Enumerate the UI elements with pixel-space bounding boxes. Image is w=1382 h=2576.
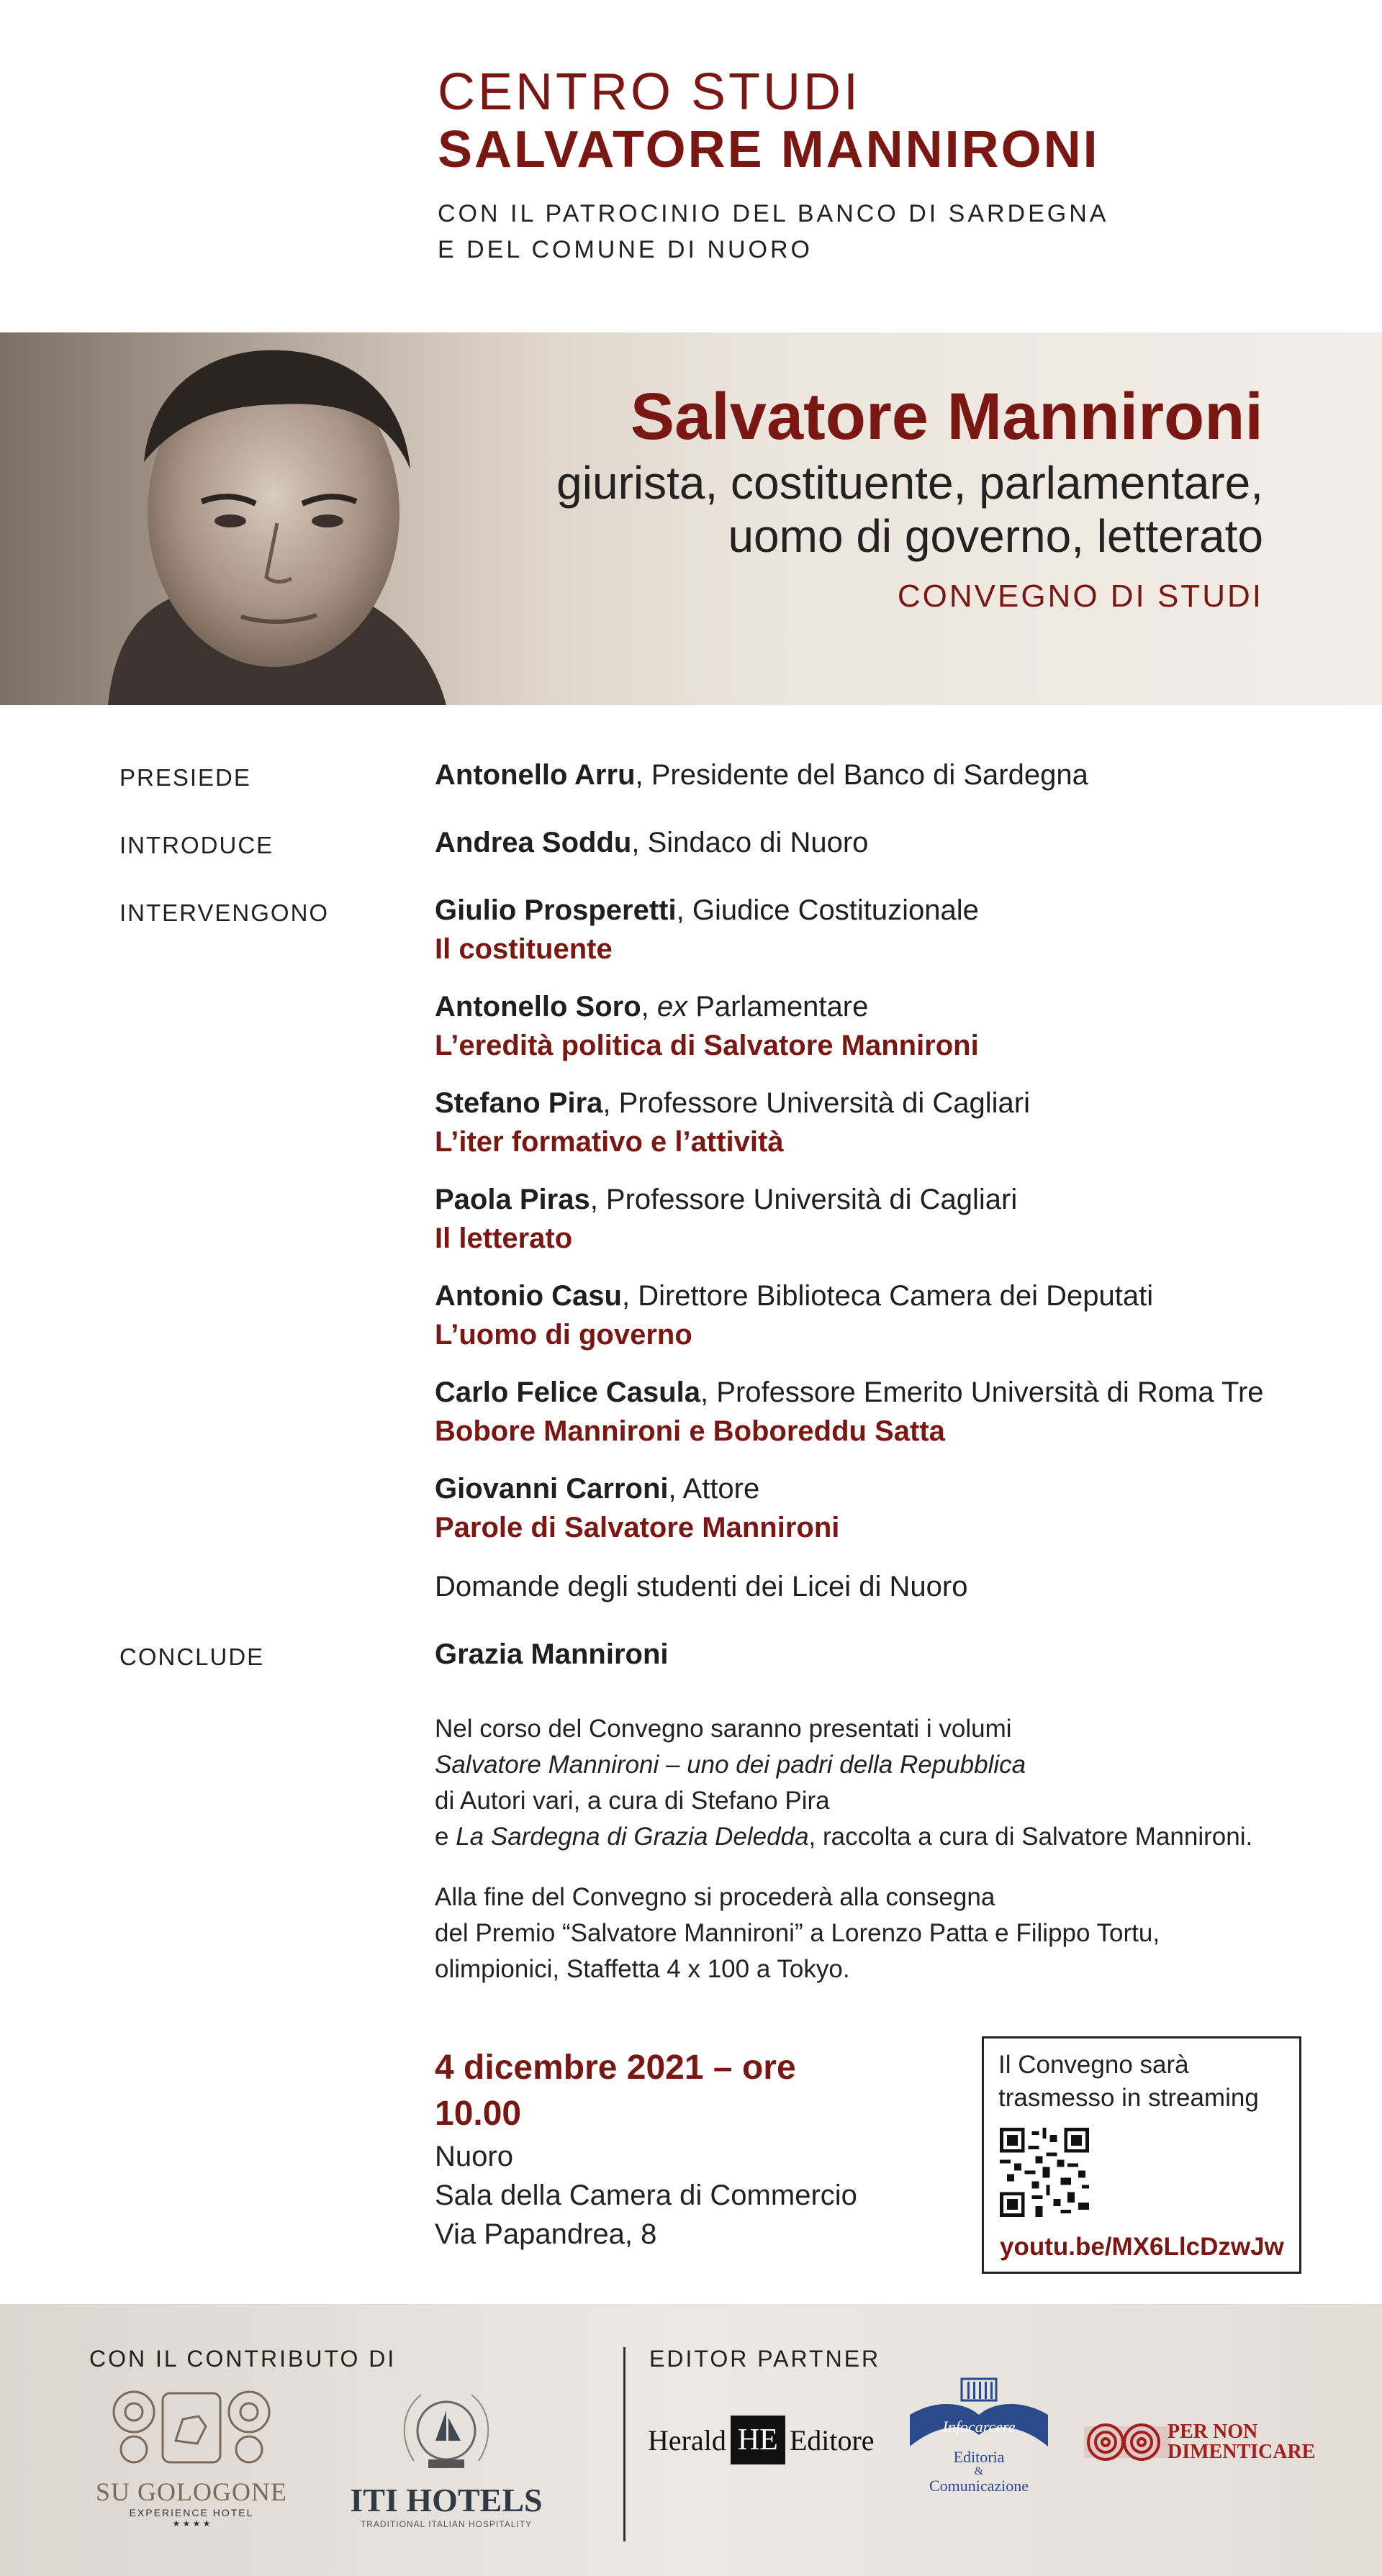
presiede-role: , Presidente del Banco di Sardegna [635, 759, 1088, 791]
award-line-1: Alla fine del Convegno si procederà alla consegna [435, 1883, 995, 1911]
streaming-line-2: trasmesso in streaming [998, 2084, 1259, 2112]
header-line-4: E DEL COMUNE DI NUORO [438, 236, 813, 263]
header-line-1: CENTRO STUDI [438, 63, 861, 121]
iti-hotels-sub: TRADITIONAL ITALIAN HOSPITALITY [360, 2519, 533, 2529]
award-line-2: del Premio “Salvatore Mannironi” a Lorenzo Patta e Filippo Tortu, [435, 1919, 1160, 1947]
speaker-role: , Professore Università di Cagliari [602, 1087, 1030, 1119]
iti-hotels-name: ITI HOTELS [350, 2482, 543, 2518]
portrait-photo [0, 332, 547, 705]
per-non-dimenticare-logo [1084, 2421, 1316, 2471]
speaker-entry [435, 987, 1342, 1065]
conclude-name: Grazia Mannironi [435, 1638, 669, 1670]
banner-label: CONVEGNO DI STUDI [897, 579, 1263, 614]
speaker-topic: Parole di Salvatore Mannironi [435, 1512, 840, 1543]
speaker-entry [435, 1180, 1342, 1258]
streaming-link[interactable]: youtu.be/MX6LlcDzwJw [1000, 2233, 1284, 2261]
speaker-role: , Professore Emerito Università di Roma Tre [700, 1377, 1264, 1408]
su-gologone-name: SU GOLOGONE [96, 2477, 287, 2506]
infocarcere-name: Infocarcere [942, 2418, 1016, 2436]
speaker-topic: L’eredità politica di Salvatore Mannironi [435, 1030, 979, 1061]
speaker-role: , Giudice Costituzionale [676, 894, 979, 926]
banner [0, 332, 1382, 705]
header-line-3: CON IL PATROCINIO DEL BANCO DI SARDEGNA [438, 200, 1109, 227]
books-line-3: di Autori vari, a cura di Stefano Pira [435, 1787, 830, 1815]
banner-subtitle-1: giurista, costituente, parlamentare, [556, 457, 1263, 509]
speaker-name: Giovanni Carroni [435, 1473, 669, 1505]
speaker-topic: Bobore Mannironi e Boboreddu Satta [435, 1415, 945, 1447]
introduce-role: , Sindaco di Nuoro [631, 827, 869, 858]
su-gologone-emblem-icon [105, 2383, 278, 2470]
infocarcere-sub-3: Comunicazione [929, 2477, 1029, 2495]
infocarcere-sub-2: & [974, 2465, 984, 2477]
questions-line: Domande degli studenti dei Licei di Nuoro [435, 1571, 968, 1602]
speaker-name: Antonello Soro [435, 991, 641, 1022]
speaker-entry [435, 891, 1342, 969]
speaker-role: , Direttore Biblioteca Camera dei Deputati [621, 1280, 1154, 1312]
per-non-text: PER NON [1168, 2421, 1258, 2443]
editor-label: EDITOR PARTNER [649, 2346, 881, 2372]
books-line-1: Nel corso del Convegno saranno presentati i volumi [435, 1715, 1012, 1743]
event-date: 4 dicembre 2021 – ore 10.00 [435, 2049, 796, 2133]
speaker-role-prefix: , [641, 991, 657, 1022]
speaker-role: , Professore Università di Cagliari [590, 1184, 1018, 1215]
books-line-4: e La Sardegna di Grazia Deledda, raccolta a cura di Salvatore Mannironi. [435, 1823, 1253, 1851]
dimenticare-text: DIMENTICARE [1168, 2441, 1316, 2463]
introduce-name: Andrea Soddu [435, 827, 632, 858]
award-paragraph [435, 1879, 1370, 1987]
header-patronage [438, 196, 1229, 268]
footer [0, 2304, 1382, 2576]
su-gologone-logo [91, 2383, 292, 2529]
presiede-entry [435, 756, 1342, 794]
banner-text [471, 377, 1263, 614]
conclude-entry [435, 1635, 1342, 1674]
infocarcere-sub-1: Editoria [953, 2448, 1005, 2466]
conclude-label: CONCLUDE [119, 1643, 265, 1670]
editore-text: Editore [789, 2423, 875, 2457]
speaker-role: Parlamentare [687, 991, 869, 1022]
presiede-name: Antonello Arru [435, 759, 636, 791]
speaker-topic: L’iter formativo e l’attività [435, 1126, 784, 1158]
herald-editore-logo [648, 2408, 875, 2472]
introduce-entry [435, 823, 1342, 862]
speaker-name: Carlo Felice Casula [435, 1377, 701, 1408]
books-line-2: Salvatore Mannironi – uno dei padri della Repubblica [435, 1751, 1026, 1779]
speaker-name: Giulio Prosperetti [435, 894, 677, 926]
speaker-role: , Attore [668, 1473, 760, 1505]
contrib-label: CON IL CONTRIBUTO DI [89, 2346, 397, 2372]
roses-icon [1084, 2421, 1170, 2464]
intervengono-label: INTERVENGONO [119, 899, 330, 926]
footer-divider [623, 2347, 625, 2541]
qr-code-icon[interactable] [1000, 2128, 1089, 2217]
infocarcere-logo [907, 2375, 1051, 2494]
banner-subtitle-2: uomo di governo, letterato [728, 510, 1263, 562]
speaker-name: Stefano Pira [435, 1087, 603, 1119]
speaker-entry [435, 1373, 1342, 1451]
speaker-role-italic: ex [656, 991, 688, 1022]
speaker-topic: L’uomo di governo [435, 1319, 692, 1351]
event-venue: Sala della Camera di Commercio [435, 2180, 857, 2211]
he-mark: HE [731, 2416, 785, 2464]
introduce-label: INTRODUCE [119, 832, 274, 858]
event-address: Via Papandrea, 8 [435, 2218, 657, 2250]
speaker-name: Antonio Casu [435, 1280, 622, 1312]
su-gologone-sub: EXPERIENCE HOTEL [129, 2507, 254, 2518]
banner-title: Salvatore Mannironi [630, 380, 1263, 453]
presiede-label: PRESIEDE [119, 764, 251, 791]
speaker-entry [435, 1084, 1342, 1161]
header-line-2: SALVATORE MANNIRONI [438, 121, 1100, 178]
event-city: Nuoro [435, 2141, 513, 2172]
speaker-entry [435, 1469, 1342, 1547]
herald-text: Herald [648, 2423, 726, 2457]
iti-hotels-logo [346, 2382, 547, 2529]
speaker-topic: Il costituente [435, 933, 613, 965]
event-info [435, 2045, 881, 2254]
streaming-line-1: Il Convegno sarà [998, 2051, 1189, 2079]
header [438, 63, 1229, 268]
speaker-topic: Il letterato [435, 1223, 573, 1254]
su-gologone-stars: ★ ★ ★ ★ [172, 2518, 211, 2529]
infocarcere-book-icon [907, 2375, 1051, 2449]
iti-hotels-emblem-icon [392, 2382, 500, 2481]
award-line-3: olimpionici, Staffetta 4 x 100 a Tokyo. [435, 1955, 850, 1983]
speaker-name: Paola Piras [435, 1184, 590, 1215]
speaker-entry [435, 1276, 1342, 1354]
streaming-text [998, 2049, 1285, 2115]
books-paragraph [435, 1711, 1370, 1855]
streaming-box [982, 2036, 1301, 2274]
